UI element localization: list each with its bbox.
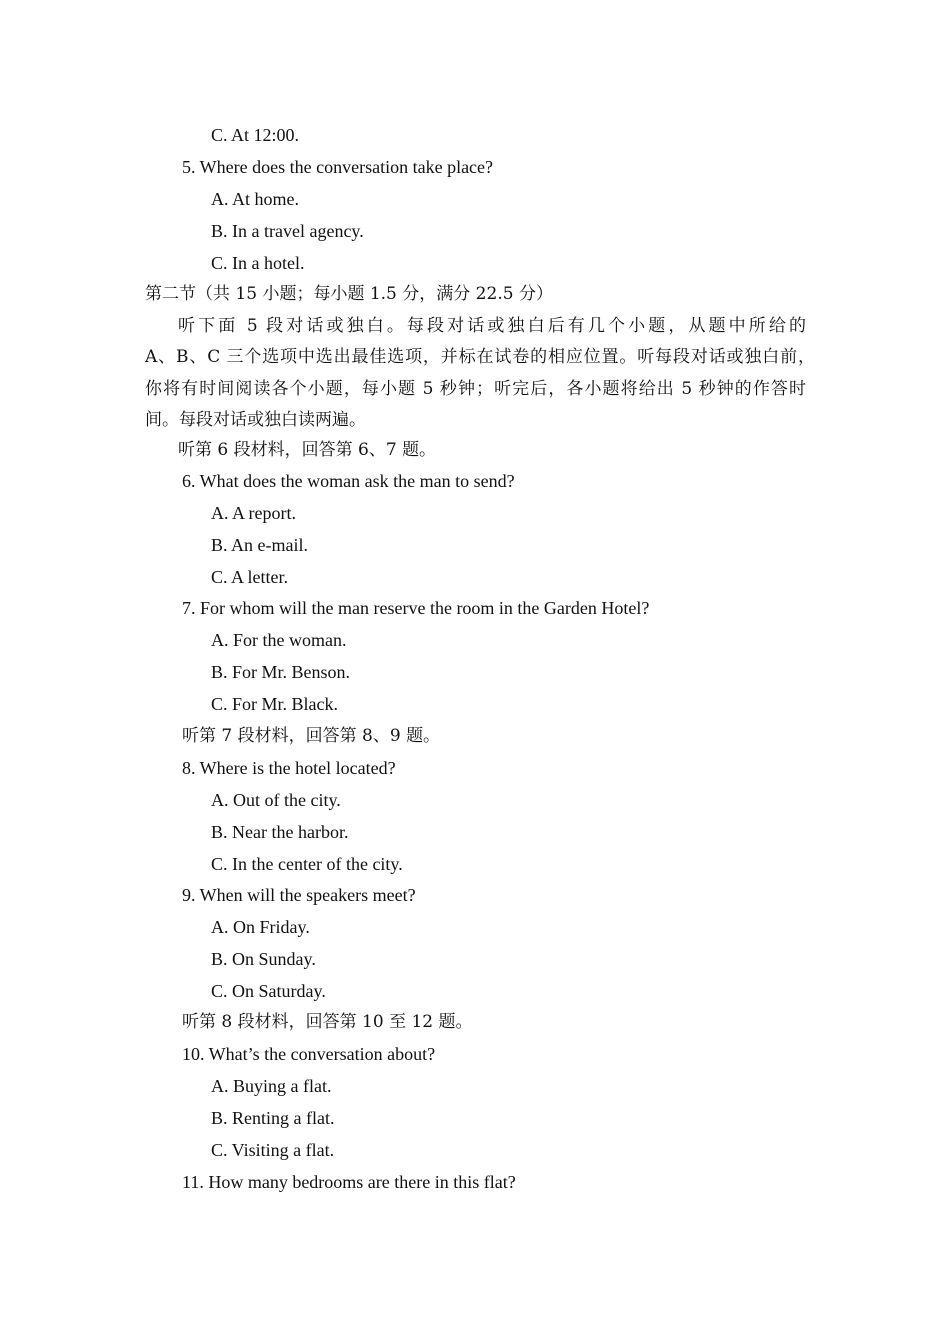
section2-title: 第二节（共 15 小题；每小题 1.5 分，满分 22.5 分） xyxy=(145,284,553,304)
q11-question: 11. How many bedrooms are there in this flat? xyxy=(182,1172,516,1192)
q8-question: 8. Where is the hotel located? xyxy=(182,758,396,778)
material7-heading: 听第 7 段材料，回答第 8、9 题。 xyxy=(182,726,441,746)
q7-option-c: C. For Mr. Black. xyxy=(211,694,339,714)
q8-option-a: A. Out of the city. xyxy=(211,790,341,810)
material8-heading: 听第 8 段材料，回答第 10 至 12 题。 xyxy=(182,1012,473,1032)
section2-instructions-line-1: 听下面 5 段对话或独白。每段对话或独白后有几个小题，从题中所给的 xyxy=(178,316,806,336)
q8-option-c: C. In the center of the city. xyxy=(211,854,403,874)
section2-instructions-line-4: 间。每段对话或独白读两遍。 xyxy=(145,410,366,430)
q6-option-c: C. A letter. xyxy=(211,567,289,587)
q9-question: 9. When will the speakers meet? xyxy=(182,885,416,905)
section2-instructions-line-2: A、B、C 三个选项中选出最佳选项，并标在试卷的相应位置。听每段对话或独白前， xyxy=(145,347,815,367)
q10-option-b: B. Renting a flat. xyxy=(211,1108,335,1128)
section2-instructions-line-3: 你将有时间阅读各个小题，每小题 5 秒钟；听完后，各小题将给出 5 秒钟的作答时 xyxy=(145,379,806,399)
material6-heading: 听第 6 段材料，回答第 6、7 题。 xyxy=(178,440,437,460)
q6-option-b: B. An e-mail. xyxy=(211,535,308,555)
q5-option-a: A. At home. xyxy=(211,189,299,209)
q9-option-b: B. On Sunday. xyxy=(211,949,316,969)
q10-option-c: C. Visiting a flat. xyxy=(211,1140,335,1160)
q5-question: 5. Where does the conversation take place? xyxy=(182,157,494,177)
q10-option-a: A. Buying a flat. xyxy=(211,1076,332,1096)
q9-option-c: C. On Saturday. xyxy=(211,981,326,1001)
q7-option-b: B. For Mr. Benson. xyxy=(211,662,351,682)
q6-question: 6. What does the woman ask the man to send? xyxy=(182,471,515,491)
q9-option-a: A. On Friday. xyxy=(211,917,310,937)
q10-question: 10. What’s the conversation about? xyxy=(182,1044,436,1064)
q5-option-c: C. In a hotel. xyxy=(211,253,305,273)
q8-option-b: B. Near the harbor. xyxy=(211,822,349,842)
q7-question: 7. For whom will the man reserve the room in the Garden Hotel? xyxy=(182,598,650,618)
q4-option-c: C. At 12:00. xyxy=(211,125,300,145)
q5-option-b: B. In a travel agency. xyxy=(211,221,364,241)
q6-option-a: A. A report. xyxy=(211,503,296,523)
q7-option-a: A. For the woman. xyxy=(211,630,347,650)
